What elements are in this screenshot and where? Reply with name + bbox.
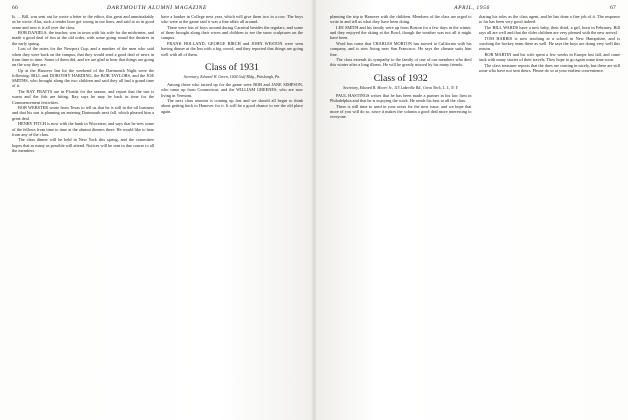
class-1932-secretary: Secretary, Edward B. Moore Jr., 115 Lakeville Rd., Great Neck, L. I., N. Y. bbox=[343, 85, 459, 90]
paragraph: FRANK HOLLAND, GEORGE BIRCH and JOHN WESTON were seen having dinner at the Inn with a big crowd, and they reported that things are going well with all of them. bbox=[161, 41, 303, 57]
paragraph: sharing his roles as the class agent, and he has done a fine job of it. The response so far has been very good indeed. bbox=[478, 14, 620, 25]
paragraph: LEE SMITH and his family were up from Boston for a few days in the winter, and they enjoyed the skiing at the Bowl, though the weather was not all it might have been. bbox=[330, 24, 472, 41]
class-1931-heading: Class of 1931 bbox=[205, 61, 259, 73]
left-column-1 bbox=[12, 14, 154, 414]
right-column-2 bbox=[479, 14, 621, 414]
paragraph: Word has come that CHARLES MORTON has moved to California with his company, and is now living near San Francisco. He says the climate suits him fine. bbox=[330, 41, 472, 57]
paragraph: The class extends its sympathy to the family of one of our members who died this winter after a long illness. He will be greatly missed by his many friends. bbox=[330, 57, 472, 68]
paragraph: BOB MARTIN and his wife spent a few weeks in Europe last fall, and came back with many stories of their travels. They hope to go again some time soon. bbox=[478, 51, 620, 63]
paragraph: The next class reunion is coming up fast and we should all begin to think about getting back to Hanover for it. It will be a good chance to see the old place again. bbox=[161, 98, 303, 114]
paragraph: The class dinner will be held in New York this spring, and the committee hopes that as many as possible will attend. Notices will be sent in due course to all the members. bbox=[12, 137, 154, 153]
paragraph: Is. ... Bill, was sent out he wrote a letter to the editor, this great and unmistakably as he wrote. Alas, such a tender bore got wrong in our lines, and said to us in good sense and now it is all over the class. bbox=[12, 14, 154, 30]
paragraph: BOB WEBSTER wrote from Texas to tell us that he is still in the oil business and that his son is planning on entering Dartmouth next fall, which pleased him a great deal. bbox=[12, 105, 154, 121]
class-1932-heading: Class of 1932 bbox=[373, 72, 428, 84]
right-page bbox=[314, 0, 628, 420]
paragraph: The class treasurer reports that the dues are coming in nicely, but there are still some who have not sent theirs. Please do so at your earliest convenience. bbox=[478, 62, 620, 74]
binding-gutter bbox=[311, 0, 317, 420]
right-running-title: APRIL, 1956 bbox=[454, 5, 490, 11]
left-column-2 bbox=[161, 14, 303, 414]
paragraph: TOM HARRIS is now teaching at a school in New Hampshire, and is coaching the hockey team there as well. He says the boys are doing very well this season. bbox=[478, 35, 620, 52]
left-page-number: 66 bbox=[12, 5, 18, 11]
paragraph: There were lots of boys around during Carnival besides the regulars, and some of them brought along their wives and children to see the snow sculptures on the campus. bbox=[161, 24, 303, 41]
paragraph: Among those who turned up for the game were BOB and JANE SIMPSON, who came up from Connecticut, and the WILLIAM GREENES, who are now living in Vermont. bbox=[161, 82, 303, 98]
left-page-columns bbox=[12, 14, 304, 414]
right-page-number: 67 bbox=[610, 5, 616, 11]
paragraph: planning the trip to Hanover with the children. Members of the class are urged to write in and tell us what they have been doing. bbox=[330, 14, 472, 25]
class-1931-secretary: Secretary, Edward W. Green, 1004 Gulf Bldg., Pittsburgh, Pa. bbox=[183, 74, 281, 79]
paragraph: There is still time to send in your notes for the next issue, and we hope that more of you will do so, since it makes the column a good deal more interesting to everyone. bbox=[330, 103, 472, 120]
paragraph: have a banker in College next year, which will give them two in a row. The boys who were at the game said it was a fine affair all around. bbox=[161, 14, 303, 25]
paragraph: The BILL WARDS have a new baby, their third, a girl, born in February. Bill says all are well and that the older children are very pleased with the new arrival. bbox=[478, 24, 620, 36]
right-page-columns bbox=[330, 14, 620, 414]
paragraph: Lost of the notes for the Newport Cup, and a number of the men who said when they were back on the campus, that they would send a good deal of news in from time to time. Some of them did, and we are glad to hear that things are going on the way they are. bbox=[12, 46, 154, 68]
left-running-title: DARTMOUTH ALUMNI MAGAZINE bbox=[106, 5, 208, 11]
paragraph: Up at the Hanover Inn for the weekend of the Dartmouth Night were the following: BILL and DOROTHY HARDING, the BOB TAYLORS, and the JOE SMITHS, who brought along the two children and said they all had a grand time of it. bbox=[12, 67, 154, 89]
right-column-1 bbox=[330, 14, 472, 414]
paragraph: BOB DANIELS, the teacher, was in town with his wife for the midwinter, and made a good deal of fun at the old order, with some going round the theatres in the early spring. bbox=[12, 30, 154, 46]
paragraph: HENRY FITCH is now with the bank in Worcester, and says that he sees some of the fellows from time to time at the alumni dinners there. He would like to hear from any of the class. bbox=[12, 121, 154, 137]
paragraph: The RAY PRATTS are in Florida for the season, and report that the sun is warm and the fish are biting. Ray says he may be back in time for the Commencement festivities. bbox=[12, 89, 154, 105]
paragraph: PAUL HASTINGS writes that he has been made a partner in his law firm in Philadelphia and that he is enjoying the work. He sends his best to all the class. bbox=[330, 92, 472, 104]
